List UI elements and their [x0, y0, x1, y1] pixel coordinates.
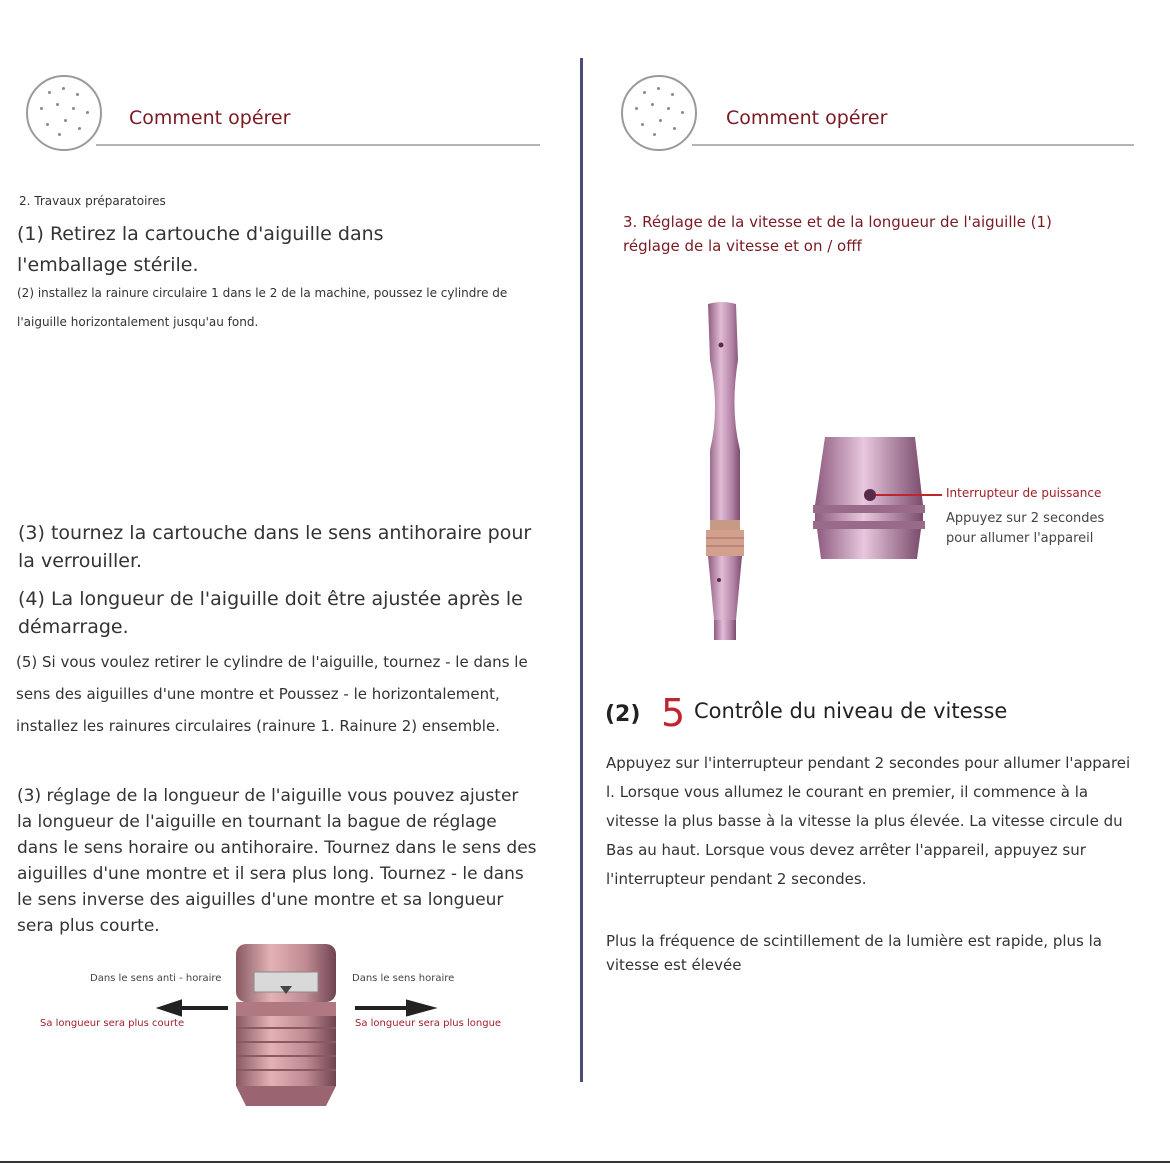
ring-bottom	[236, 1016, 336, 1086]
step5-line3: installez les rainures circulaires (rainure 1. Rainure 2) ensemble.	[16, 717, 500, 735]
speed-heading-line2: réglage de la vitesse et on / offf	[623, 237, 862, 255]
power-switch-closeup	[805, 425, 945, 570]
step3-line2: la verrouiller.	[18, 550, 143, 572]
label-shorter: Sa longueur sera plus courte	[40, 1018, 185, 1029]
adjust-paragraph: (3) réglage de la longueur de l'aiguille vous pouvez ajuster la longueur de l'aiguille en tournant la bague de réglage dans le sens horaire ou antihoraire. Tournez dans le sens des aiguilles d'une montre et il sera plus long. Tournez - le dans le sens inverse des aiguilles d'une montre et sa longueur sera plus courte.	[17, 786, 537, 936]
section-title-right: Comment opérer	[726, 107, 888, 129]
bottom-rule	[0, 1161, 1170, 1163]
callout-line	[876, 494, 942, 496]
step2-line1: (2) installez la rainure circulaire 1 dans le 2 de la machine, poussez le cylindre de	[17, 286, 508, 300]
step4-line1: (4) La longueur de l'aiguille doit être ajustée après le	[18, 588, 523, 610]
dotted-circle-icon	[26, 75, 102, 151]
step4-line2: démarrage.	[18, 616, 129, 638]
speed-line3: vitesse la plus basse à la vitesse la plus élevée. La vitesse circule du	[606, 812, 1123, 830]
adjustment-ring-diagram	[150, 938, 450, 1118]
callout-press-line2: pour allumer l'appareil	[946, 531, 1094, 546]
step5-line1: (5) Si vous voulez retirer le cylindre de l'aiguille, tournez - le dans le	[16, 653, 528, 671]
ring-band	[236, 1002, 336, 1016]
step5-line2: sens des aiguilles d'une montre et Poussez - le horizontalement,	[16, 685, 500, 703]
label-longer: Sa longueur sera plus longue	[355, 1018, 502, 1029]
section-title-left: Comment opérer	[129, 107, 291, 129]
section2-title: Contrôle du niveau de vitesse	[694, 699, 1008, 723]
step3-line1: (3) tournez la cartouche dans le sens antihoraire pour	[18, 522, 532, 544]
speed-heading-line1: 3. Réglage de la vitesse et de la longueur de l'aiguille (1)	[623, 213, 1052, 231]
speed-line1: Appuyez sur l'interrupteur pendant 2 secondes pour allumer l'apparei	[606, 754, 1131, 772]
label-counterclockwise: Dans le sens anti - horaire	[90, 973, 222, 984]
step1-line1: (1) Retirez la cartouche d'aiguille dans	[17, 223, 384, 245]
speed-line5: l'interrupteur pendant 2 secondes.	[606, 870, 867, 888]
section2-prefix: (2)	[605, 702, 641, 727]
arrow-left-icon	[162, 1002, 228, 1014]
speed-line4: Bas au haut. Lorsque vous devez arrêter l'appareil, appuyez sur	[606, 841, 1086, 859]
header-rule-left	[96, 144, 540, 146]
arrow-right-icon	[355, 1002, 430, 1014]
column-divider	[580, 58, 583, 1082]
step1-line2: l'emballage stérile.	[17, 254, 199, 276]
callout-power-switch: Interrupteur de puissance	[946, 486, 1102, 500]
flicker-line1: Plus la fréquence de scintillement de la lumière est rapide, plus la	[606, 932, 1102, 950]
callout-press-line1: Appuyez sur 2 secondes	[946, 511, 1105, 526]
header-rule-right	[692, 144, 1134, 146]
power-button-icon	[864, 489, 876, 501]
label-clockwise: Dans le sens horaire	[352, 973, 455, 984]
section2-number: 5	[661, 691, 686, 735]
flicker-line2: vitesse est élevée	[606, 956, 742, 974]
pen-device-image	[690, 300, 760, 650]
dotted-circle-icon	[621, 75, 697, 151]
speed-line2: l. Lorsque vous allumez le courant en premier, il commence à la	[606, 783, 1089, 801]
prep-heading: 2. Travaux préparatoires	[19, 194, 166, 208]
step2-line2: l'aiguille horizontalement jusqu'au fond.	[17, 315, 259, 329]
